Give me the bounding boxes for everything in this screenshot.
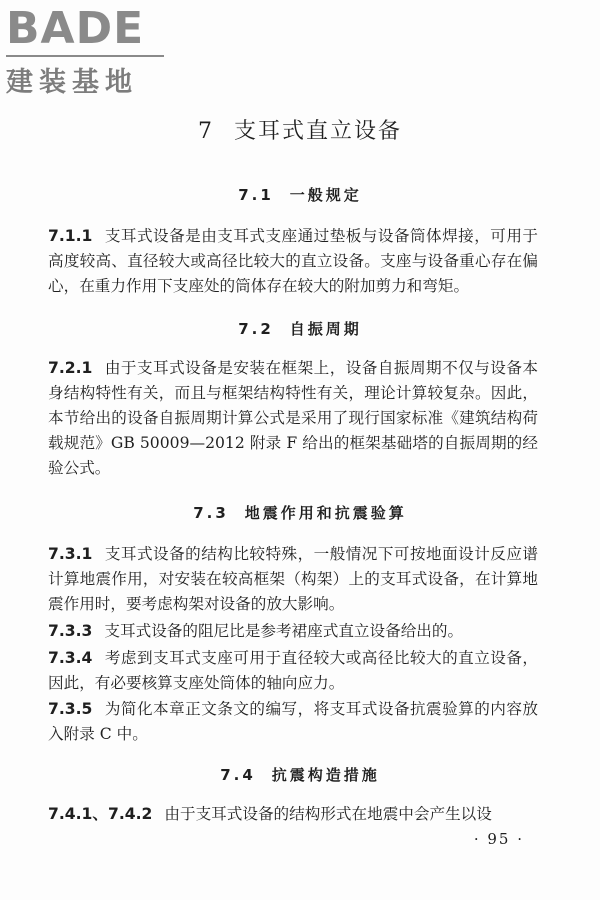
section-heading-7-3 — [0, 502, 600, 523]
section-title: 一般规定 — [289, 186, 362, 204]
clause-number: 7.1.1 — [48, 227, 93, 245]
section-number: 7.1 — [238, 186, 274, 204]
clause-7-4-1 — [48, 802, 538, 827]
clause-number: 7.4.1、7.4.2 — [48, 805, 153, 823]
chapter-name: 支耳式直立设备 — [233, 119, 402, 144]
section-title: 地震作用和抗震验算 — [244, 504, 407, 522]
section-heading-7-4 — [0, 764, 600, 785]
logo-chinese-name: 建装基地 — [6, 67, 138, 98]
clause-7-3-4 — [48, 646, 538, 696]
clause-text: 为简化本章正文条文的编写，将支耳式设备抗震验算的内容放入附录 C 中。 — [48, 700, 538, 743]
section-title: 抗震构造措施 — [271, 766, 380, 784]
clause-number: 7.3.1 — [48, 545, 93, 563]
logo-wordmark: BADE — [6, 3, 145, 54]
section-number: 7.2 — [238, 320, 274, 338]
clause-7-3-5 — [48, 697, 538, 747]
clause-text: 支耳式设备是由支耳式支座通过垫板与设备筒体焊接，可用于高度较高、直径较大或高径比较大的直立设备。支座与设备重心存在偏心，在重力作用下支座处的筒体存在较大的附加剪力和弯矩。 — [48, 227, 538, 295]
chapter-number: 7 — [197, 119, 214, 144]
section-heading-7-2 — [0, 318, 600, 339]
clause-7-2-1 — [48, 356, 538, 481]
clause-text: 支耳式设备的结构比较特殊，一般情况下可按地面设计反应谱计算地震作用，对安装在较高框架（构架）上的支耳式设备，在计算地震作用时，要考虑构架对设备的放大影响。 — [48, 545, 538, 613]
clause-7-3-3 — [48, 619, 538, 644]
clause-text: 由于支耳式设备的结构形式在地震中会产生以设 — [164, 805, 492, 823]
clause-text: 考虑到支耳式支座可用于直径较大或高径比较大的直立设备，因此，有必要核算支座处筒体的轴向应力。 — [48, 649, 538, 692]
page-number: · 95 · — [473, 830, 524, 848]
clause-number: 7.3.5 — [48, 700, 93, 718]
section-number: 7.4 — [220, 766, 256, 784]
clause-number: 7.3.3 — [48, 622, 93, 640]
clause-number: 7.2.1 — [48, 359, 93, 377]
clause-text: 由于支耳式设备是安装在框架上，设备自振周期不仅与设备本身结构特性有关，而且与框架结构特性有关，理论计算较复杂。因此，本节给出的设备自振周期计算公式是采用了现行国家标准《建筑结构荷载规范》GB 50009—2012 附录 F 给出的框架基础塔的自振周期的经验公式。 — [48, 359, 538, 477]
section-number: 7.3 — [193, 504, 229, 522]
section-heading-7-1 — [0, 184, 600, 205]
chapter-title — [0, 114, 600, 145]
section-title: 自振周期 — [289, 320, 362, 338]
clause-7-1-1 — [48, 224, 538, 299]
clause-text: 支耳式设备的阻尼比是参考裙座式直立设备给出的。 — [104, 622, 464, 640]
clause-7-3-1 — [48, 542, 538, 617]
clause-number: 7.3.4 — [48, 649, 93, 667]
